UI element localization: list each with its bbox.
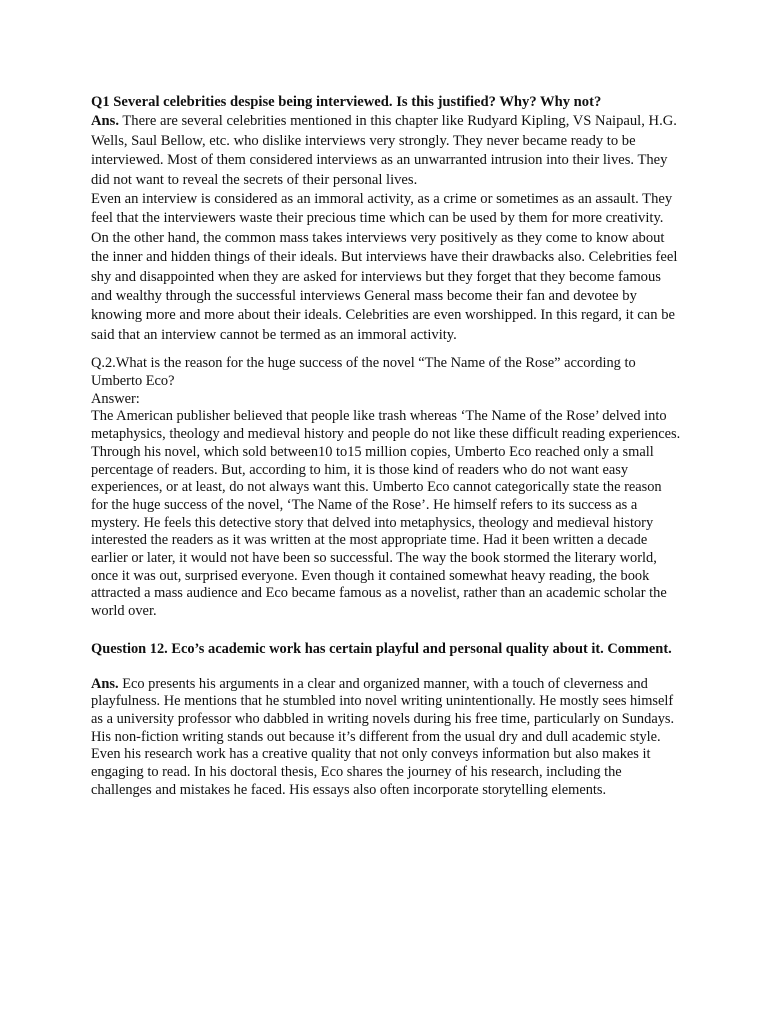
question-2-answer-text: The American publisher believed that people like trash whereas ‘The Name of the Rose’ delved into metaphysics, theology and medieval history and people do not like these difficult reading experiences. Through his novel, which sold between10 to15 million copies, Umberto Eco reached only a small percentage of readers. But, according to him, it is those kind of readers who do not want easy experiences, or at least, do not always want this. Umberto Eco cannot categorically state the reason for the huge success of the novel, ‘The Name of the Rose’. He himself refers to its success as a mystery. He feels this detective story that delved into metaphysics, theology and medieval history interested the readers as it was written at the most appropriate time. Had it been written a decade earlier or later, it would not have been so successful. The way the book stormed the literary world, once it was out, surprised everyone. Even though it contained somewhat heavy reading, the book attracted a mass audience and Eco became famous as a novelist, rather than an academic scholar the world over. xyxy=(91,408,681,620)
answer-text: There are several celebrities mentioned in this chapter like Rudyard Kipling, VS Naipaul, H.G. Wells, Saul Bellow, etc. who dislike interviews very strongly. They never became ready to be interviewed. Most of them considered interviews as an unwarranted intrusion into their lives. They did not want to reveal the secrets of their personal lives. xyxy=(91,113,677,188)
question-1-heading: Q1 Several celebrities despise being interviewed. Is this justified? Why? Why not? xyxy=(91,94,602,110)
question-2-heading: Q.2.What is the reason for the huge success of the novel “The Name of the Rose” according to Umberto Eco? xyxy=(91,355,636,389)
question-1-answer-para-1 xyxy=(91,112,681,190)
question-1-answer-para-2: Even an interview is considered as an immoral activity, as a crime or sometimes as an assault. They feel that the interviewers waste their precious time which can be used by them for more creativity. On the other hand, the common mass takes interviews very positively as they come to know about the inner and hidden things of their ideals. But interviews have their drawbacks also. Celebrities feel shy and disappointed when they are asked for interviews but they forget that they become famous and wealthy through the successful interviews General mass become their fan and devotee by knowing more and more about their ideals. Celebrities are even worshipped. In this regard, it can be said that an interview cannot be termed as an immoral activity. xyxy=(91,191,678,343)
document-page xyxy=(91,93,681,799)
question-1-section xyxy=(91,93,681,345)
question-12-heading: Question 12. Eco’s academic work has certain playful and personal quality about it. Comment. xyxy=(91,640,672,657)
answer-label: Ans. xyxy=(91,675,119,692)
question-12-section xyxy=(91,641,681,800)
question-12-answer xyxy=(91,676,681,800)
question-2-answer-label: Answer: xyxy=(91,390,140,407)
answer-label: Ans. xyxy=(91,113,119,130)
answer-text: Eco presents his arguments in a clear and organized manner, with a touch of cleverness and playfulness. He mentions that he stumbled into novel writing unintentionally. He mostly sees himself as a university professor who dabbled in writing novels during his free time, particularly on Sundays. His non-fiction writing stands out because it’s different from the usual dry and dull academic style. Even his research work has a creative quality that not only conveys information but also makes it engaging to read. In his doctoral thesis, Eco shares the journey of his research, including the challenges and mistakes he faced. His essays also often incorporate storytelling elements. xyxy=(91,675,675,798)
question-2-section xyxy=(91,355,681,621)
